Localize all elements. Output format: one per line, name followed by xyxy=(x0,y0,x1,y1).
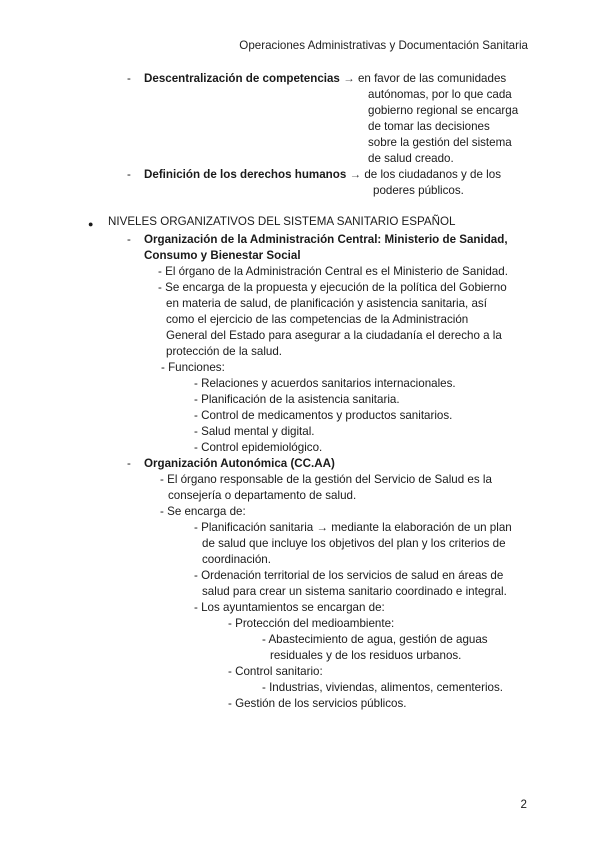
principle-1-title: Descentralización de competencias xyxy=(144,72,340,85)
encarga-label: - Se encarga de: xyxy=(160,505,246,518)
funcion-item: - Relaciones y acuerdos sanitarios internacionales. xyxy=(194,377,456,390)
page-header: Operaciones Administrativas y Documentación Sanitaria xyxy=(239,39,528,52)
central-title: Organización de la Administración Central: Ministerio de Sanidad, xyxy=(144,233,508,246)
page-number: 2 xyxy=(520,798,527,811)
central-item: en materia de salud, de planificación y asistencia sanitaria, así xyxy=(166,297,487,310)
central-item: como el ejercicio de las competencias de la Administración xyxy=(166,313,469,326)
orden-item: salud para crear un sistema sanitario coordinado e integral. xyxy=(202,585,507,598)
list-dash: - xyxy=(127,168,131,181)
central-item: - Se encarga de la propuesta y ejecución de la política del Gobierno xyxy=(158,281,507,294)
autonomica-title: Organización Autonómica (CC.AA) xyxy=(144,457,335,470)
principle-2-text: de los ciudadanos y de los xyxy=(364,168,501,181)
list-dash: - xyxy=(127,233,131,246)
bullet-icon: ● xyxy=(88,219,94,229)
section-title: NIVELES ORGANIZATIVOS DEL SISTEMA SANITARIO ESPAÑOL xyxy=(108,215,456,228)
principle-1-text: de salud creado. xyxy=(368,152,454,165)
abastecimiento-item: residuales y de los residuos urbanos. xyxy=(270,649,462,662)
principle-1-text: sobre la gestión del sistema xyxy=(368,136,512,149)
industrias-item: - Industrias, viviendas, alimentos, cementerios. xyxy=(262,681,503,694)
control-item: - Control sanitario: xyxy=(228,665,323,678)
plan-item: - Planificación sanitaria → mediante la elaboración de un plan xyxy=(194,521,512,534)
central-item: General del Estado para asegurar a la ciudadanía el derecho a la xyxy=(166,329,502,342)
ayuntamientos-item: - Los ayuntamientos se encargan de: xyxy=(194,601,385,614)
orden-item: - Ordenación territorial de los servicios de salud en áreas de xyxy=(194,569,504,582)
funciones-label: - Funciones: xyxy=(161,361,225,374)
abastecimiento-item: - Abastecimiento de agua, gestión de aguas xyxy=(262,633,488,646)
principle-2-title: Definición de los derechos humanos xyxy=(144,168,347,181)
list-dash: - xyxy=(127,457,131,470)
central-item: protección de la salud. xyxy=(166,345,283,358)
arrow-icon: → xyxy=(349,168,362,181)
principle-1-text: autónomas, por lo que cada xyxy=(368,88,512,101)
gestion-item: - Gestión de los servicios públicos. xyxy=(228,697,407,710)
funcion-item: - Planificación de la asistencia sanitaria. xyxy=(194,393,400,406)
plan-item: coordinación. xyxy=(202,553,271,566)
principle-2-text: poderes públicos. xyxy=(373,184,464,197)
autonomica-item: consejería o departamento de salud. xyxy=(168,489,357,502)
funcion-item: - Control de medicamentos y productos sanitarios. xyxy=(194,409,453,422)
list-dash: - xyxy=(127,72,131,85)
funcion-item: - Salud mental y digital. xyxy=(194,425,315,438)
central-item: - El órgano de la Administración Central es el Ministerio de Sanidad. xyxy=(158,265,508,278)
plan-item: de salud que incluye los objetivos del plan y los criterios de xyxy=(202,537,506,550)
arrow-icon: → xyxy=(343,72,355,85)
principle-1-text: gobierno regional se encarga xyxy=(368,104,519,117)
principle-1-text: en favor de las comunidades xyxy=(357,72,507,85)
central-title: Consumo y Bienestar Social xyxy=(144,249,301,262)
funcion-item: - Control epidemiológico. xyxy=(194,441,323,454)
principle-2-line xyxy=(144,167,501,183)
proteccion-item: - Protección del medioambiente: xyxy=(228,617,395,630)
principle-1-line xyxy=(144,71,506,87)
principle-1-text: de tomar las decisiones xyxy=(368,120,490,133)
autonomica-item: - El órgano responsable de la gestión del Servicio de Salud es la xyxy=(160,473,492,486)
